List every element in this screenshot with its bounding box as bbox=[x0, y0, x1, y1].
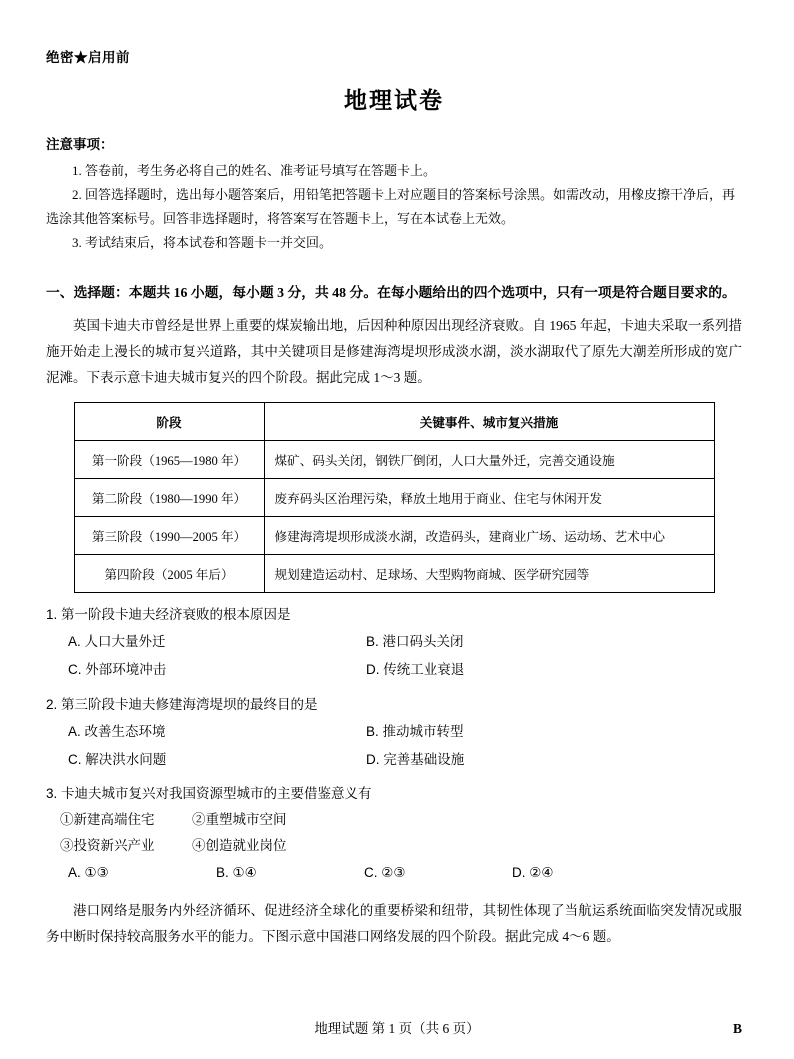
table-cell-event: 修建海湾堤坝形成淡水湖，改造码头，建商业广场、运动场、艺术中心 bbox=[264, 516, 714, 554]
table-row bbox=[74, 478, 714, 516]
table-row bbox=[74, 554, 714, 592]
passage-text: 英国卡迪夫市曾经是世界上重要的煤炭输出地，后因种种原因出现经济衰败。自 1965 年起，卡迪夫采取一系列措施开始走上漫长的城市复兴道路，其中关键项目是修建海湾堤坝形成淡水湖，淡水湖取代了原先大潮差所形成的宽广泥滩。下表示意卡迪夫城市复兴的四个阶段。据此完成 1～3 题。 bbox=[46, 317, 742, 386]
statement-4: ④创造就业岗位 bbox=[192, 837, 287, 853]
option-3-b[interactable]: B. ①④ bbox=[216, 865, 257, 881]
table-header-cell: 阶段 bbox=[74, 402, 264, 440]
notice-heading: 注意事项： bbox=[46, 137, 114, 152]
page-footer bbox=[0, 1017, 794, 1037]
option-2-d[interactable]: D. 完善基础设施 bbox=[366, 751, 465, 767]
table-row bbox=[74, 440, 714, 478]
option-3-a[interactable]: A. ①③ bbox=[68, 865, 109, 881]
notice-item: 2. 回答选择题时，选出每小题答案后，用铅笔把答题卡上对应题目的答案标号涂黑。如需改动，用橡皮擦干净后，再选涂其他答案标号。回答非选择题时，将答案写在答题卡上，写在本试卷上无效。 bbox=[46, 187, 736, 227]
question-2-options-row bbox=[46, 747, 742, 773]
statement-1: ①新建高端住宅 bbox=[60, 812, 155, 828]
question-1-options-row bbox=[46, 629, 742, 655]
option-3-c[interactable]: C. ②③ bbox=[364, 865, 406, 881]
table-cell-stage: 第二阶段（1980—1990 年） bbox=[74, 478, 264, 516]
footer-center: 地理试题 第 1 页（共 6 页） bbox=[314, 1021, 480, 1036]
table-row bbox=[74, 516, 714, 554]
question-stem-2: 2. 第三阶段卡迪夫修建海湾堤坝的最终目的是 bbox=[46, 696, 318, 712]
option-3-d[interactable]: D. ②④ bbox=[512, 865, 554, 881]
statement-3: ③投资新兴产业 bbox=[60, 837, 155, 853]
question-1-options-row bbox=[46, 657, 742, 683]
stage-table bbox=[74, 402, 715, 593]
question-3-options-row bbox=[46, 860, 742, 886]
notice-item: 1. 答卷前，考生务必将自己的姓名、准考证号填写在答题卡上。 bbox=[72, 163, 437, 178]
statement-2: ②重塑城市空间 bbox=[192, 812, 287, 828]
option-2-a[interactable]: A. 改善生态环境 bbox=[68, 724, 166, 740]
table-cell-stage: 第四阶段（2005 年后） bbox=[74, 554, 264, 592]
table-cell-stage: 第一阶段（1965—1980 年） bbox=[74, 440, 264, 478]
table-header-row bbox=[74, 402, 714, 440]
option-1-c[interactable]: C. 外部环境冲击 bbox=[68, 661, 167, 677]
option-1-b[interactable]: B. 港口码头关闭 bbox=[366, 634, 464, 650]
table-header-cell: 关键事件、城市复兴措施 bbox=[264, 402, 714, 440]
table-cell-stage: 第三阶段（1990—2005 年） bbox=[74, 516, 264, 554]
notice-item: 3. 考试结束后，将本试卷和答题卡一并交回。 bbox=[72, 235, 333, 251]
option-1-a[interactable]: A. 人口大量外迁 bbox=[68, 634, 166, 650]
footer-right: B bbox=[732, 1021, 742, 1036]
option-2-b[interactable]: B. 推动城市转型 bbox=[366, 724, 464, 740]
question-stem-1: 1. 第一阶段卡迪夫经济衰败的根本原因是 bbox=[46, 606, 291, 622]
question-stem-3: 3. 卡迪夫城市复兴对我国资源型城市的主要借鉴意义有 bbox=[46, 786, 372, 802]
option-1-d[interactable]: D. 传统工业衰退 bbox=[366, 661, 465, 677]
section-heading: 一、选择题：本题共 16 小题，每小题 3 分，共 48 分。在每小题给出的四个选项中，只有一项是符合题目要求的。 bbox=[46, 285, 736, 301]
secret-label: 绝密★启用前 bbox=[46, 50, 130, 65]
question-2-options-row bbox=[46, 719, 742, 745]
table-cell-event: 煤矿、码头关闭，钢铁厂倒闭，人口大量外迁，完善交通设施 bbox=[264, 440, 714, 478]
option-2-c[interactable]: C. 解决洪水问题 bbox=[68, 751, 167, 767]
table-cell-event: 规划建造运动村、足球场、大型购物商城、医学研究园等 bbox=[264, 554, 714, 592]
passage-text-2: 港口网络是服务内外经济循环、促进经济全球化的重要桥梁和纽带，其韧性体现了当航运系统面临突发情况或服务中断时保持较高服务水平的能力。下图示意中国港口网络发展的四个阶段。据此完成 4～6 题。 bbox=[46, 902, 742, 945]
page-title: 地理试卷 bbox=[344, 88, 444, 113]
question-3-statements bbox=[46, 807, 742, 858]
table-cell-event: 废弃码头区治理污染，释放土地用于商业、住宅与休闲开发 bbox=[264, 478, 714, 516]
